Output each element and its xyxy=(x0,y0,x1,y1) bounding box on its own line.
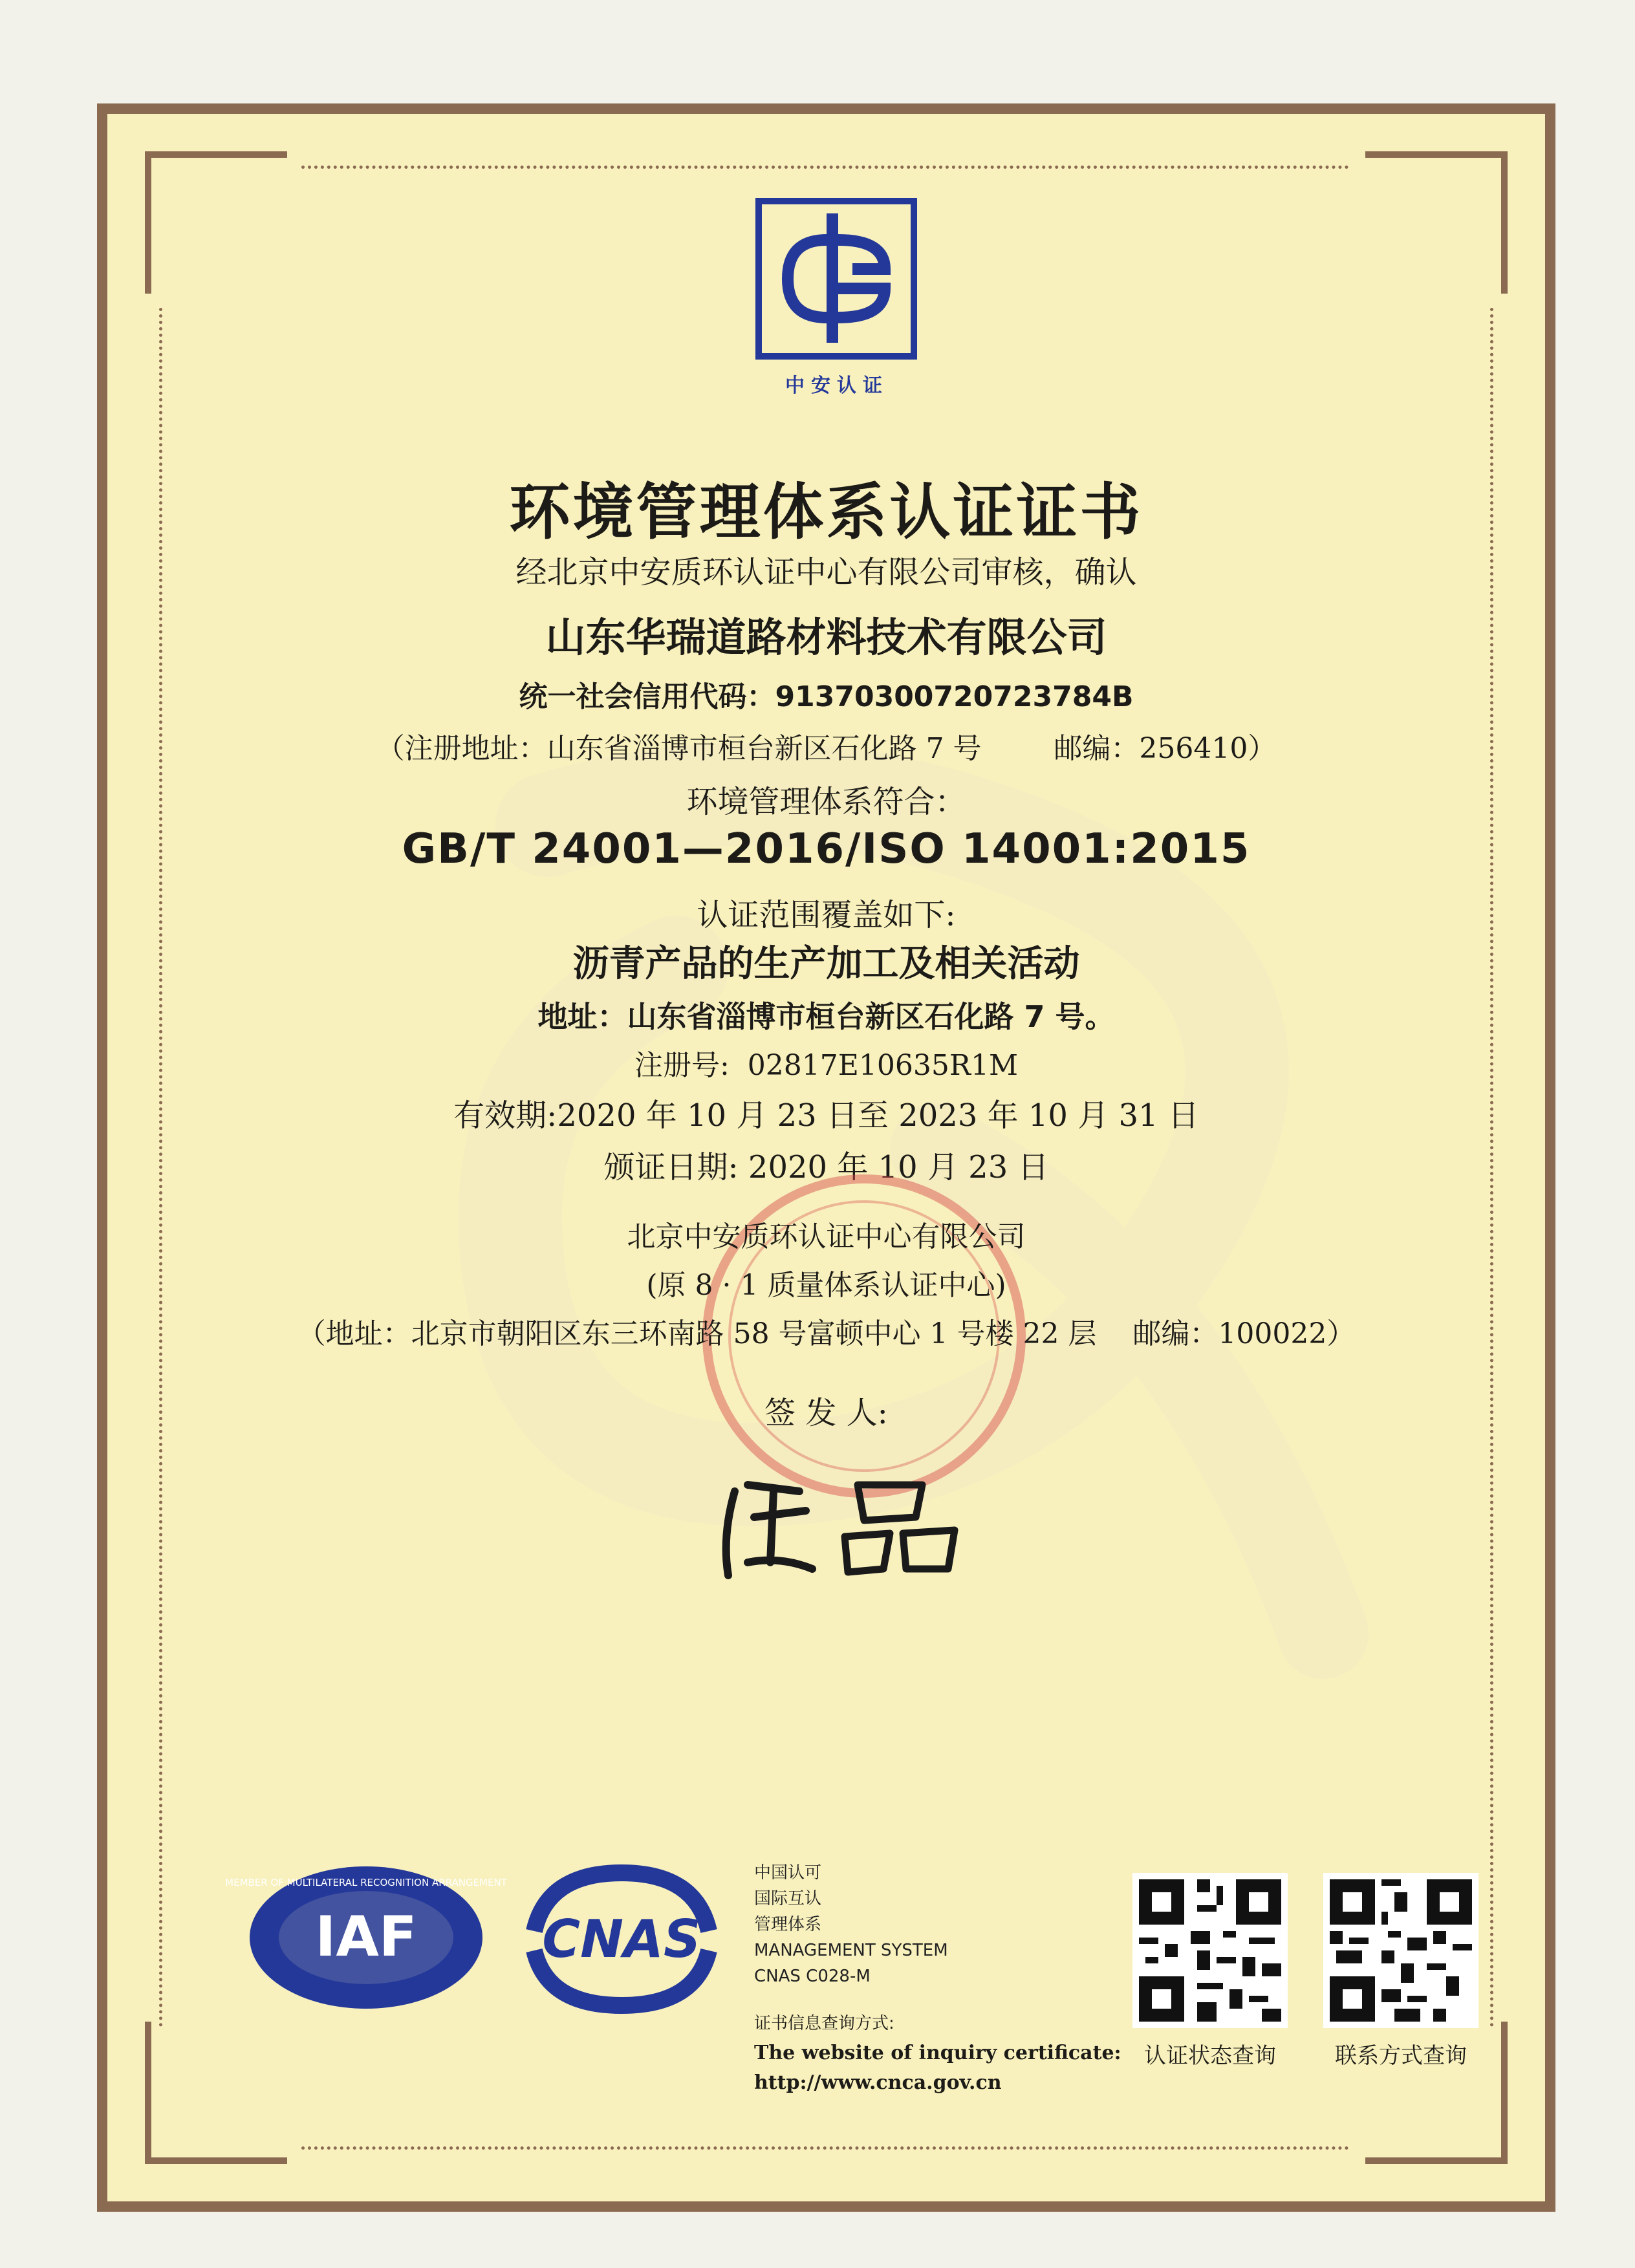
certificate-title: 环境管理体系认证证书 xyxy=(509,477,1143,548)
qr-code-status[interactable] xyxy=(1132,1873,1288,2028)
corner-ornament-tl xyxy=(145,151,287,294)
cnas-line: 管理体系 xyxy=(754,1915,822,1934)
registration-number: 注册号: 02817E10635R1M xyxy=(634,1049,1019,1082)
frame-dots-top xyxy=(301,166,1349,169)
issuer-former-name: (原 8 · 1 质量体系认证中心) xyxy=(646,1269,1006,1302)
conform-label: 环境管理体系符合： xyxy=(686,784,966,820)
qr-code-contact[interactable] xyxy=(1323,1873,1478,2028)
credit-code: 统一社会信用代码：91370300720723784B xyxy=(519,680,1134,713)
logo-subtitle: 中安认证 xyxy=(785,374,889,397)
qr-label-contact: 联系方式查询 xyxy=(1335,2043,1467,2069)
inquiry-label-en: The website of inquiry certificate: xyxy=(754,2042,1121,2064)
cnas-logo xyxy=(508,1860,735,2015)
site-address: 地址：山东省淄博市桓台新区石化路 7 号。 xyxy=(537,999,1115,1034)
issuer-address: （地址：北京市朝阳区东三环南路 58 号富顿中心 1 号楼 22 层 邮编：100022） xyxy=(297,1317,1356,1350)
audit-intro: 经北京中安质环认证中心有限公司审核，确认 xyxy=(515,554,1137,590)
zhongan-logo-icon xyxy=(762,204,911,353)
svg-text:IAF: IAF xyxy=(315,1905,417,1969)
handwritten-signature xyxy=(709,1465,980,1582)
certificate-sheet xyxy=(97,103,1555,2212)
company-name: 山东华瑞道路材料技术有限公司 xyxy=(545,614,1107,661)
zhongan-logo xyxy=(755,198,917,360)
iaf-logo xyxy=(225,1860,507,2015)
inquiry-info xyxy=(754,2009,1121,2098)
inquiry-label-cn: 证书信息查询方式: xyxy=(754,2014,894,2033)
scope-label: 认证范围覆盖如下: xyxy=(697,897,956,933)
issuer-name: 北京中安质环认证中心有限公司 xyxy=(627,1220,1026,1253)
cnas-line: 国际互认 xyxy=(754,1889,822,1908)
corner-ornament-tr xyxy=(1365,151,1508,294)
cnas-line: 中国认可 xyxy=(754,1863,822,1883)
standard-code: GB/T 24001—2016/ISO 14001:2015 xyxy=(402,825,1251,873)
corner-ornament-bl xyxy=(145,2022,287,2164)
qr-label-status: 认证状态查询 xyxy=(1144,2043,1276,2069)
inquiry-url[interactable]: http://www.cnca.gov.cn xyxy=(754,2071,1002,2094)
signer-label: 签 发 人: xyxy=(764,1395,888,1431)
frame-dots-bottom xyxy=(301,2146,1349,2150)
svg-text:MEMBER OF MULTILATERAL RECOGNI: MEMBER OF MULTILATERAL RECOGNITION ARRANGEMENT xyxy=(225,1877,507,1888)
validity-period: 有效期:2020 年 10 月 23 日至 2023 年 10 月 31 日 xyxy=(453,1097,1199,1134)
cnas-line: CNAS C028-M xyxy=(754,1967,871,1986)
issue-date: 颁证日期: 2020 年 10 月 23 日 xyxy=(603,1149,1049,1185)
svg-text:CNAS: CNAS xyxy=(542,1909,701,1969)
certification-scope: 沥青产品的生产加工及相关活动 xyxy=(572,943,1080,985)
cnas-line: MANAGEMENT SYSTEM xyxy=(754,1941,948,1960)
registered-address: （注册地址：山东省淄博市桓台新区石化路 7 号 邮编：256410） xyxy=(376,732,1277,765)
cnas-accreditation-text xyxy=(754,1860,948,1989)
